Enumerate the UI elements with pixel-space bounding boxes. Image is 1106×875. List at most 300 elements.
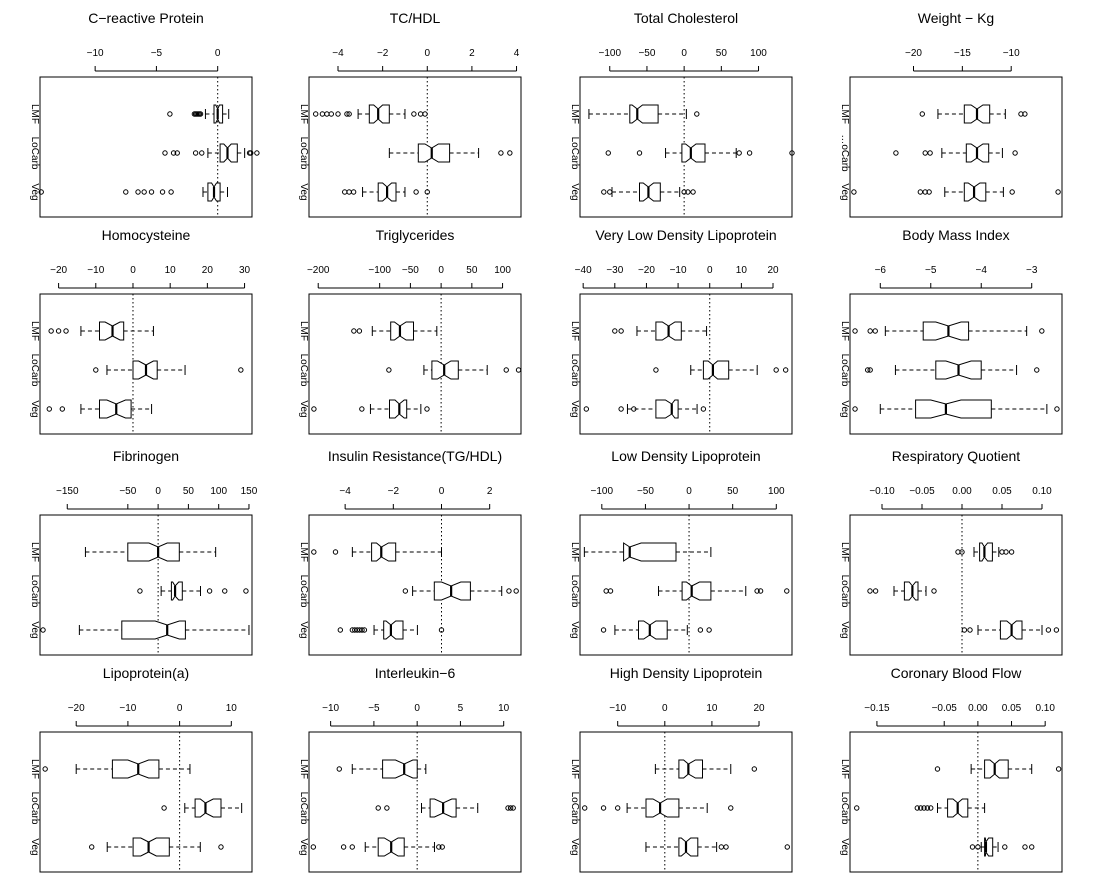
tick-label: −4 — [975, 265, 987, 276]
outlier-point — [604, 589, 608, 593]
outlier-point — [313, 112, 317, 116]
box-locarb — [298, 137, 512, 170]
outlier-point — [56, 329, 60, 333]
panel-4 — [29, 227, 252, 434]
panel-title: Interleukin−6 — [374, 665, 456, 681]
category-label: LMF — [298, 321, 309, 341]
outlier-point — [124, 190, 128, 194]
category-label: LoCarb — [569, 353, 580, 387]
tick-label: 0 — [414, 703, 420, 714]
tick-label: −10 — [1002, 48, 1020, 59]
box-veg — [569, 183, 695, 201]
tick-label: 150 — [240, 486, 258, 497]
outlier-point — [695, 112, 699, 116]
outlier-point — [1009, 550, 1013, 554]
notched-box — [904, 582, 918, 600]
tick-label: −100 — [598, 48, 622, 59]
tick-label: 2 — [486, 486, 493, 497]
outlier-point — [352, 329, 356, 333]
panel-14 — [569, 665, 792, 872]
panel-6 — [569, 227, 792, 434]
outlier-point — [637, 151, 641, 155]
box-locarb — [569, 354, 788, 387]
box-locarb — [569, 575, 789, 608]
outlier-point — [312, 550, 316, 554]
category-label: …oCarb — [839, 134, 850, 172]
tick-label: 0.00 — [952, 486, 972, 497]
tick-label: −50 — [119, 486, 137, 497]
tick-label: 50 — [182, 486, 194, 497]
plot-frame — [309, 294, 521, 434]
tick-label: −0.10 — [869, 486, 895, 497]
category-label: LoCarb — [298, 353, 309, 387]
outlier-point — [1035, 368, 1039, 372]
tick-label: −10 — [86, 48, 104, 59]
outlier-point — [425, 407, 429, 411]
outlier-point — [894, 151, 898, 155]
category-label: LoCarb — [569, 136, 580, 170]
outlier-point — [698, 628, 702, 632]
panel-10 — [569, 448, 792, 655]
outlier-point — [90, 845, 94, 849]
outlier-point — [311, 845, 315, 849]
tick-label: 0 — [438, 486, 445, 497]
plot-frame — [850, 77, 1062, 217]
outlier-point — [774, 368, 778, 372]
outlier-point — [1023, 845, 1027, 849]
outlier-point — [337, 767, 341, 771]
tick-label: −4 — [339, 486, 351, 497]
notched-box — [985, 760, 1009, 778]
category-label: LMF — [29, 759, 40, 779]
panel-12 — [29, 665, 252, 872]
box-veg — [29, 838, 223, 856]
category-label: LMF — [569, 542, 580, 562]
panel-title: Triglycerides — [375, 227, 455, 243]
tick-label: −6 — [874, 265, 886, 276]
category-label: Veg — [29, 838, 40, 856]
category-label: Veg — [29, 400, 40, 418]
tick-label: 0 — [130, 265, 136, 276]
outlier-point — [729, 806, 733, 810]
box-veg — [298, 838, 444, 856]
panel-title: Respiratory Quotient — [891, 448, 1021, 464]
plot-frame — [309, 732, 521, 872]
category-label: LoCarb — [298, 791, 309, 825]
tick-label: 0 — [681, 48, 687, 59]
box-lmf — [298, 104, 427, 124]
outlier-point — [514, 589, 518, 593]
box-veg — [839, 621, 1059, 639]
box-veg — [298, 400, 429, 418]
box-lmf — [569, 321, 707, 341]
outlier-point — [341, 845, 345, 849]
outlier-point — [360, 407, 364, 411]
outlier-point — [724, 845, 728, 849]
outlier-point — [583, 806, 587, 810]
tick-label: 4 — [513, 48, 520, 59]
box-veg — [569, 621, 711, 639]
category-label: Veg — [839, 183, 850, 201]
outlier-point — [855, 806, 859, 810]
box-veg — [839, 838, 1034, 856]
tick-label: −50 — [401, 265, 419, 276]
box-veg — [29, 183, 227, 201]
outlier-point — [752, 767, 756, 771]
outlier-point — [608, 589, 612, 593]
tick-label: 20 — [767, 265, 779, 276]
panel-3 — [839, 10, 1062, 217]
tick-label: −20 — [50, 265, 68, 276]
outlier-point — [1046, 628, 1050, 632]
tick-label: −150 — [55, 486, 79, 497]
outlier-point — [376, 806, 380, 810]
outlier-point — [602, 190, 606, 194]
box-lmf — [569, 759, 757, 779]
outlier-point — [918, 190, 922, 194]
tick-label: 20 — [753, 703, 765, 714]
category-label: Veg — [298, 621, 309, 639]
outlier-point — [691, 190, 695, 194]
notched-box — [122, 621, 186, 639]
notched-box — [384, 621, 403, 639]
outlier-point — [138, 589, 142, 593]
tick-label: 100 — [750, 48, 767, 59]
outlier-point — [64, 329, 68, 333]
tick-label: 10 — [225, 703, 237, 714]
outlier-point — [701, 407, 705, 411]
tick-label: 0.10 — [1035, 703, 1055, 714]
tick-label: 10 — [706, 703, 718, 714]
outlier-point — [747, 151, 751, 155]
panel-8 — [29, 448, 258, 655]
box-locarb — [29, 137, 259, 170]
tick-label: 0 — [438, 265, 444, 276]
outlier-point — [343, 190, 347, 194]
tick-label: 30 — [238, 265, 251, 276]
outlier-point — [418, 112, 422, 116]
category-label: Veg — [298, 400, 309, 418]
outlier-point — [412, 112, 416, 116]
outlier-point — [162, 806, 166, 810]
tick-label: −5 — [925, 265, 937, 276]
panel-title: Body Mass Index — [902, 227, 1010, 243]
outlier-point — [707, 628, 711, 632]
box-lmf — [839, 542, 1014, 562]
tick-label: −2 — [387, 486, 400, 497]
outlier-point — [357, 329, 361, 333]
outlier-point — [868, 329, 872, 333]
notched-box — [220, 144, 237, 162]
notched-box — [390, 400, 407, 418]
tick-label: −2 — [376, 48, 389, 59]
panel-title: Insulin Resistance(TG/HDL) — [327, 448, 503, 464]
outlier-point — [168, 112, 172, 116]
notched-box — [682, 144, 705, 162]
category-label: LoCarb — [839, 353, 850, 387]
category-label: LMF — [839, 542, 850, 562]
outlier-point — [1056, 767, 1060, 771]
notched-box — [624, 543, 676, 561]
notched-box — [128, 543, 180, 561]
outlier-point — [613, 329, 617, 333]
outlier-point — [350, 845, 354, 849]
outlier-point — [244, 589, 248, 593]
panel-13 — [298, 665, 521, 872]
outlier-point — [852, 190, 856, 194]
box-locarb — [29, 792, 242, 825]
notched-box — [418, 144, 449, 162]
tick-label: −100 — [590, 486, 614, 497]
category-label: LMF — [298, 759, 309, 779]
category-label: Veg — [569, 183, 580, 201]
panel-0 — [29, 10, 259, 217]
panel-9 — [298, 448, 521, 655]
outlier-point — [1055, 407, 1059, 411]
category-label: LMF — [839, 104, 850, 124]
box-veg — [569, 838, 789, 856]
outlier-point — [43, 767, 47, 771]
outlier-point — [508, 151, 512, 155]
panel-title: Low Density Lipoprotein — [611, 448, 761, 464]
tick-label: −15 — [953, 48, 971, 59]
category-label: LMF — [29, 542, 40, 562]
plot-frame — [850, 515, 1062, 655]
panel-title: High Density Lipoprotein — [609, 665, 763, 681]
tick-label: 0 — [706, 265, 713, 276]
tick-label: 0 — [662, 703, 668, 714]
notched-box — [682, 582, 711, 600]
category-label: Veg — [839, 838, 850, 856]
outlier-point — [719, 845, 723, 849]
tick-label: 10 — [735, 265, 747, 276]
tick-label: 10 — [164, 265, 176, 276]
tick-label: 2 — [469, 48, 475, 59]
outlier-point — [873, 589, 877, 593]
tick-label: −0.05 — [909, 486, 935, 497]
tick-label: 100 — [767, 486, 785, 497]
category-label: LoCarb — [298, 136, 309, 170]
outlier-point — [920, 112, 924, 116]
notched-box — [916, 400, 992, 418]
category-label: LMF — [298, 542, 309, 562]
panel-5 — [298, 227, 521, 434]
box-locarb — [569, 792, 733, 825]
box-lmf — [569, 104, 699, 124]
box-locarb — [29, 575, 248, 608]
box-veg — [839, 400, 1059, 418]
tick-label: −5 — [150, 48, 163, 59]
tick-label: 50 — [715, 48, 727, 59]
notched-box — [980, 543, 993, 561]
outlier-point — [504, 368, 508, 372]
outlier-point — [223, 589, 227, 593]
box-lmf — [839, 759, 1061, 779]
notched-box — [679, 760, 703, 778]
outlier-point — [219, 845, 223, 849]
category-label: LoCarb — [29, 353, 40, 387]
plot-frame — [309, 77, 521, 217]
notched-box — [372, 543, 396, 561]
outlier-point — [351, 190, 355, 194]
outlier-point — [935, 767, 939, 771]
outlier-point — [601, 628, 605, 632]
box-lmf — [839, 104, 1027, 124]
outlier-point — [853, 329, 857, 333]
outlier-point — [163, 151, 167, 155]
notched-box — [703, 361, 728, 379]
outlier-point — [320, 112, 324, 116]
outlier-point — [737, 151, 741, 155]
tick-label: 0.05 — [1001, 703, 1022, 714]
tick-label: 100 — [210, 486, 228, 497]
category-label: LoCarb — [569, 574, 580, 608]
outlier-point — [142, 190, 146, 194]
panel-1 — [298, 10, 521, 217]
box-lmf — [839, 321, 1044, 341]
outlier-point — [970, 845, 974, 849]
category-label: LoCarb — [298, 574, 309, 608]
category-label: LMF — [839, 759, 850, 779]
outlier-point — [136, 190, 140, 194]
outlier-point — [338, 628, 342, 632]
category-label: LMF — [569, 104, 580, 124]
panel-title: Homocysteine — [101, 227, 191, 243]
tick-label: −20 — [905, 48, 922, 59]
tick-label: −5 — [368, 703, 380, 714]
notched-box — [171, 582, 182, 600]
tick-label: −0.15 — [864, 703, 890, 714]
tick-label: −10 — [87, 265, 105, 276]
tick-label: −10 — [119, 703, 137, 714]
tick-label: −10 — [322, 703, 340, 714]
tick-label: 0.05 — [992, 486, 1012, 497]
category-label: LMF — [29, 104, 40, 124]
panel-title: TC/HDL — [389, 10, 441, 26]
box-lmf — [29, 759, 190, 779]
outlier-point — [615, 806, 619, 810]
category-label: Veg — [29, 621, 40, 639]
box-locarb — [839, 354, 1039, 387]
outlier-point — [1040, 329, 1044, 333]
outlier-point — [312, 407, 316, 411]
notched-box — [923, 322, 968, 340]
panel-title: Very Low Density Lipoprotein — [595, 227, 777, 243]
tick-label: 100 — [494, 265, 511, 276]
tick-label: 20 — [201, 265, 213, 276]
category-label: Veg — [569, 838, 580, 856]
outlier-point — [414, 190, 418, 194]
category-label: LoCarb — [29, 791, 40, 825]
notched-box — [195, 799, 221, 817]
tick-label: 0.00 — [968, 703, 988, 714]
tick-label: 0 — [424, 48, 431, 59]
outlier-point — [932, 589, 936, 593]
tick-label: −20 — [637, 265, 655, 276]
panel-title: C−reactive Protein — [88, 10, 204, 26]
outlier-point — [601, 806, 605, 810]
tick-label: 10 — [498, 703, 510, 714]
box-lmf — [298, 321, 437, 341]
panel-7 — [839, 227, 1062, 434]
tick-label: 0 — [155, 486, 161, 497]
tick-label: −50 — [638, 48, 656, 59]
outlier-point — [403, 589, 407, 593]
category-label: Veg — [569, 400, 580, 418]
outlier-point — [1030, 845, 1034, 849]
box-locarb — [569, 137, 794, 170]
category-label: LMF — [839, 321, 850, 341]
notched-box — [133, 838, 169, 856]
panel-title: Total Cholesterol — [633, 10, 739, 26]
box-lmf — [29, 542, 216, 562]
tick-label: 0 — [686, 486, 692, 497]
tick-label: −0.05 — [931, 703, 957, 714]
outlier-point — [329, 112, 333, 116]
outlier-point — [385, 806, 389, 810]
panel-title: Weight − Kg — [917, 10, 995, 26]
outlier-point — [962, 628, 966, 632]
box-veg — [29, 621, 249, 639]
outlier-point — [785, 845, 789, 849]
tick-label: 0 — [176, 703, 183, 714]
outlier-point — [423, 112, 427, 116]
box-veg — [569, 400, 706, 418]
outlier-point — [868, 589, 872, 593]
notched-box — [640, 183, 661, 201]
outlier-point — [47, 407, 51, 411]
panel-2 — [569, 10, 794, 217]
box-veg — [298, 621, 444, 639]
box-lmf — [569, 542, 711, 562]
tick-label: −10 — [669, 265, 687, 276]
box-locarb — [298, 575, 518, 608]
tick-label: −10 — [609, 703, 627, 714]
tick-label: −100 — [368, 265, 391, 276]
notched-box — [112, 760, 158, 778]
category-label: Veg — [298, 838, 309, 856]
category-label: LoCarb — [839, 791, 850, 825]
box-locarb — [839, 575, 936, 608]
panel-title: Fibrinogen — [112, 448, 180, 464]
outlier-point — [499, 151, 503, 155]
box-locarb — [298, 792, 515, 825]
box-lmf — [29, 104, 229, 124]
outlier-point — [923, 151, 927, 155]
category-label: LMF — [569, 321, 580, 341]
box-veg — [298, 183, 429, 201]
box-lmf — [298, 542, 442, 562]
box-locarb — [839, 134, 1017, 172]
outlier-point — [207, 589, 211, 593]
outlier-point — [325, 112, 329, 116]
plot-frame — [580, 294, 792, 434]
outlier-point — [60, 407, 64, 411]
outlier-point — [200, 151, 204, 155]
box-locarb — [29, 354, 243, 387]
outlier-point — [783, 368, 787, 372]
category-label: Veg — [569, 621, 580, 639]
panel-title: Lipoprotein(a) — [102, 665, 190, 681]
category-label: LoCarb — [29, 136, 40, 170]
notched-box — [383, 760, 418, 778]
tick-label: 5 — [457, 703, 464, 714]
notched-box — [369, 105, 389, 123]
outlier-point — [853, 407, 857, 411]
outlier-point — [785, 589, 789, 593]
outlier-point — [1013, 151, 1017, 155]
tick-label: −4 — [332, 48, 344, 59]
